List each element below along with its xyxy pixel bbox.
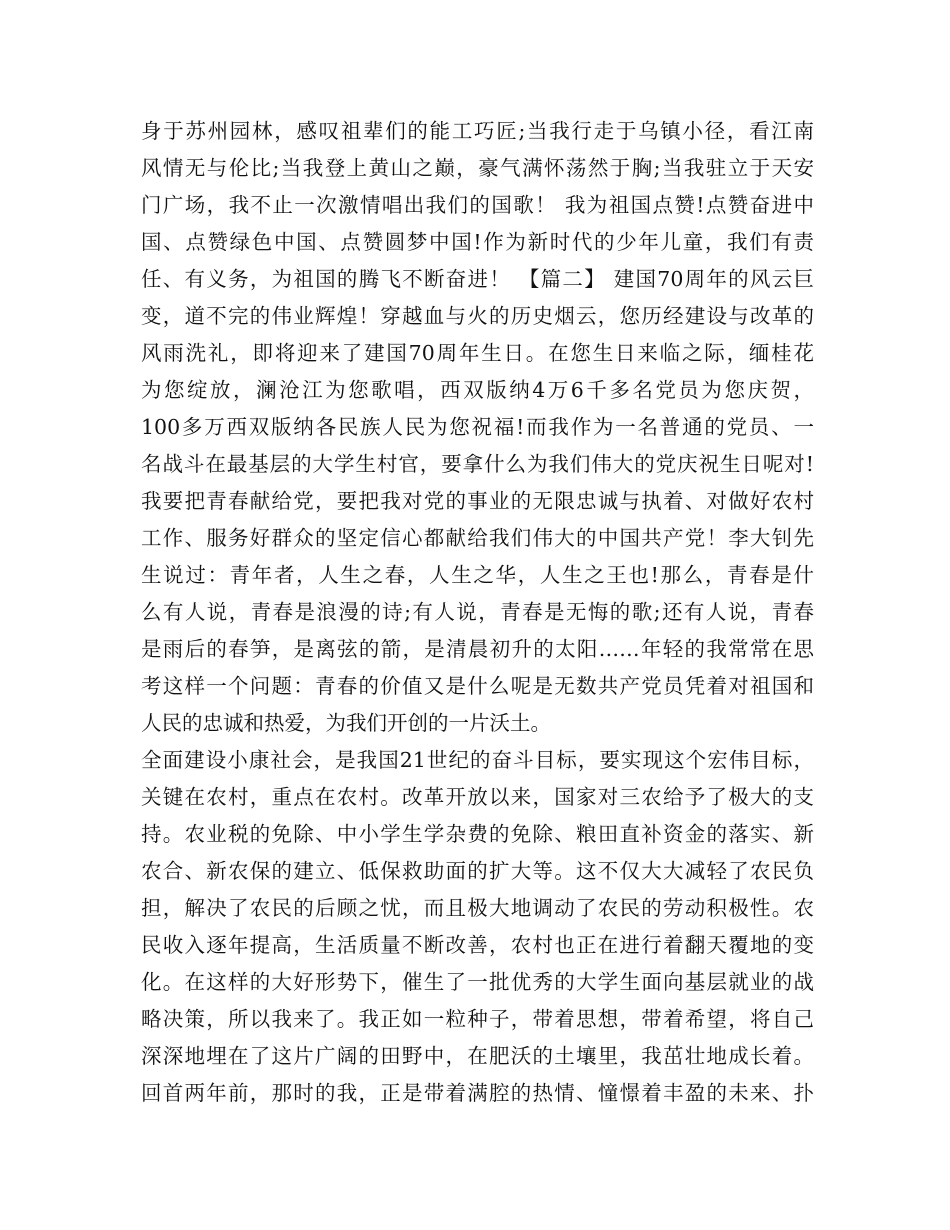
text-line: 略决策，所以我来了。我正如一粒种子，带着思想，带着希望，将自己: [141, 1007, 814, 1031]
text-line: 任、有义务，为祖国的腾飞不断奋进！ 【篇二】 建国70周年的风云巨: [141, 267, 814, 291]
text-line: 考这样一个问题：青春的价值又是什么呢是无数共产党员凭着对祖国和: [141, 674, 814, 698]
text-line: 身于苏州园林，感叹祖辈们的能工巧匠;当我行走于乌镇小径，看江南: [141, 119, 814, 143]
text-line: 人民的忠诚和热爱，为我们开创的一片沃土。: [141, 711, 551, 735]
text-line: 化。在这样的大好形势下，催生了一批优秀的大学生面向基层就业的战: [141, 970, 814, 994]
text-line: 风雨洗礼，即将迎来了建国70周年生日。在您生日来临之际，缅桂花: [141, 341, 814, 365]
text-line: 为您绽放，澜沧江为您歌唱，西双版纳4万6千多名党员为您庆贺，: [141, 378, 814, 402]
text-line: 民收入逐年提高，生活质量不断改善，农村也正在进行着翻天覆地的变: [141, 933, 814, 957]
text-line: 回首两年前，那时的我，正是带着满腔的热情、憧憬着丰盈的未来、扑: [141, 1081, 814, 1105]
text-line: 是雨后的春笋，是离弦的箭，是清晨初升的太阳……年轻的我常常在思: [141, 637, 814, 661]
document-page: [141, 113, 814, 1112]
text-line: 风情无与伦比;当我登上黄山之巅，豪气满怀荡然于胸;当我驻立于天安: [141, 156, 814, 180]
text-line: 担，解决了农民的后顾之忧，而且极大地调动了农民的劳动积极性。农: [141, 896, 814, 920]
text-line: 国、点赞绿色中国、点赞圆梦中国!作为新时代的少年儿童，我们有责: [141, 230, 814, 254]
paragraph-2: [141, 742, 814, 1112]
text-line: 全面建设小康社会，是我国21世纪的奋斗目标，要实现这个宏伟目标，: [141, 748, 814, 772]
text-line: 工作、服务好群众的坚定信心都献给我们伟大的中国共产党！李大钊先: [141, 526, 814, 550]
text-line: 门广场，我不止一次激情唱出我们的国歌！ 我为祖国点赞!点赞奋进中: [141, 193, 814, 217]
text-line: 变，道不完的伟业辉煌！穿越血与火的历史烟云，您历经建设与改革的: [141, 304, 814, 328]
paragraph-1: [141, 113, 814, 742]
text-line: 我要把青春献给党，要把我对党的事业的无限忠诚与执着、对做好农村: [141, 489, 814, 513]
text-line: 生说过：青年者，人生之春，人生之华，人生之王也!那么，青春是什: [141, 563, 814, 587]
text-line: 么有人说，青春是浪漫的诗;有人说，青春是无悔的歌;还有人说，青春: [141, 600, 814, 624]
text-line: 持。农业税的免除、中小学生学杂费的免除、粮田直补资金的落实、新: [141, 822, 814, 846]
text-line: 关键在农村，重点在农村。改革开放以来，国家对三农给予了极大的支: [141, 785, 814, 809]
text-line: 深深地埋在了这片广阔的田野中，在肥沃的土壤里，我茁壮地成长着。: [141, 1044, 814, 1068]
text-line: 100多万西双版纳各民族人民为您祝福!而我作为一名普通的党员、一: [141, 415, 814, 439]
text-line: 名战斗在最基层的大学生村官，要拿什么为我们伟大的党庆祝生日呢对!: [141, 452, 814, 476]
text-line: 农合、新农保的建立、低保救助面的扩大等。这不仅大大减轻了农民负: [141, 859, 814, 883]
